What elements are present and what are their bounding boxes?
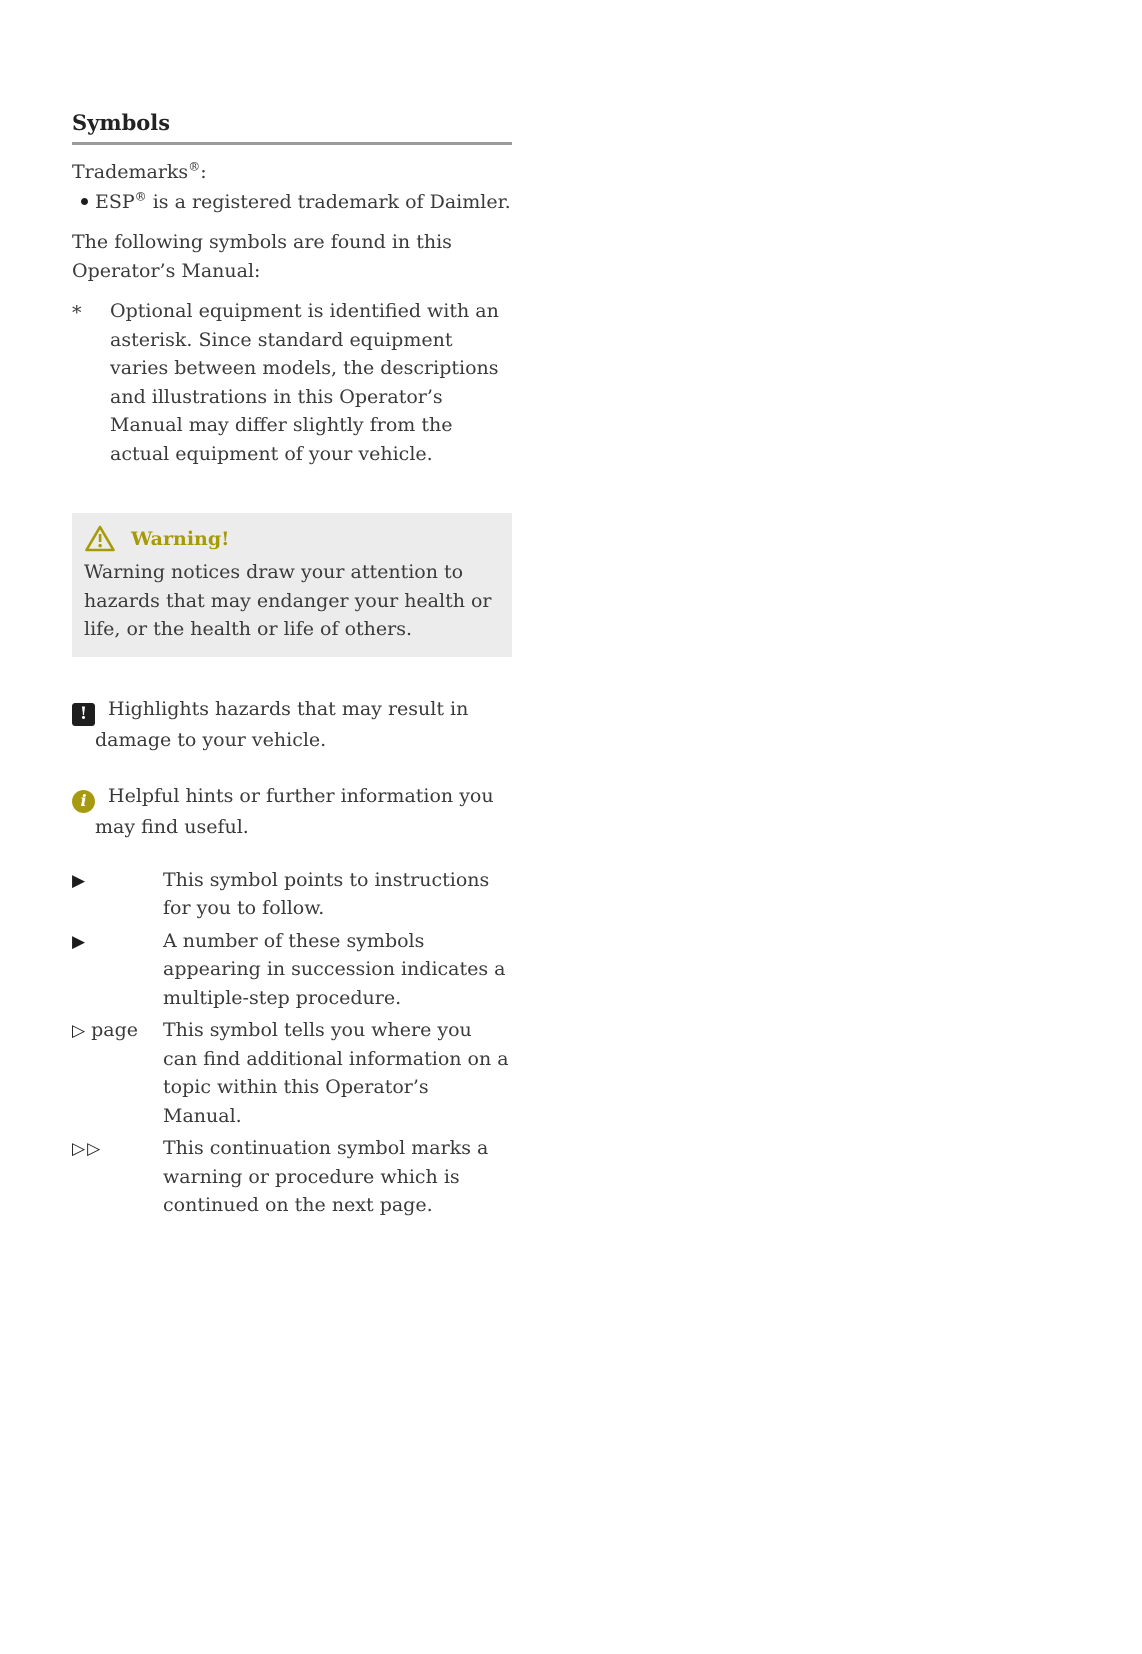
asterisk-marker: * bbox=[72, 302, 82, 324]
filled-arrow-icon: ▶ bbox=[72, 931, 88, 952]
symbol-cell bbox=[72, 927, 163, 1013]
content-column bbox=[72, 0, 512, 1224]
intro-paragraph: The following symbols are found in this Operator’s Manual: bbox=[72, 231, 452, 282]
symbol-text: This continuation symbol marks a warning or procedure which is continued on the next page. bbox=[163, 1137, 489, 1216]
warning-header bbox=[84, 524, 498, 553]
warning-body: Warning notices draw your attention to hazards that may endanger your health or life, or the health or life of others. bbox=[84, 561, 492, 640]
trademark-list-item bbox=[72, 188, 512, 217]
continuation-arrows-icon: ▷▷ bbox=[72, 1139, 103, 1159]
symbol-definition-list bbox=[72, 866, 512, 1220]
page-title: Symbols bbox=[72, 0, 512, 145]
warning-box bbox=[72, 513, 512, 657]
trademark-text: is a registered trademark of Daimler. bbox=[146, 190, 511, 213]
registered-mark: ® bbox=[134, 189, 147, 204]
trademarks-label: Trademarks bbox=[72, 161, 189, 183]
warning-triangle-icon bbox=[84, 524, 116, 553]
outline-arrow-icon: ▷ bbox=[72, 1021, 88, 1041]
symbol-cell bbox=[72, 1134, 163, 1220]
info-note bbox=[72, 782, 512, 842]
symbol-row bbox=[72, 866, 512, 923]
warning-title: Warning! bbox=[131, 527, 230, 550]
symbol-text: A number of these symbols appearing in succession indicates a multiple-step procedure. bbox=[163, 929, 506, 1009]
hazard-note bbox=[72, 695, 512, 755]
trademarks-heading bbox=[72, 158, 512, 187]
info-note-text: Helpful hints or further information you may find useful. bbox=[95, 785, 494, 838]
symbol-cell bbox=[72, 866, 163, 923]
symbol-text: This symbol tells you where you can find additional information on a topic within this Operator’s Manual. bbox=[163, 1019, 509, 1127]
asterisk-note bbox=[72, 297, 512, 468]
symbol-text: This symbol points to instructions for you to follow. bbox=[163, 868, 490, 919]
symbol-row bbox=[72, 1016, 512, 1130]
symbol-page-label: page bbox=[91, 1019, 138, 1041]
hazard-exclamation-icon: ! bbox=[72, 703, 95, 726]
symbol-cell bbox=[72, 1016, 163, 1130]
filled-arrow-icon: ▶ bbox=[72, 870, 88, 891]
info-icon: i bbox=[72, 790, 95, 813]
asterisk-note-text: Optional equipment is identified with an asterisk. Since standard equipment varies between models, the descriptions and illustrations in this Operator’s Manual may differ slightly from the actual equipment of your vehicle. bbox=[110, 300, 499, 465]
trademarks-colon: : bbox=[200, 161, 207, 183]
hazard-note-text: Highlights hazards that may result in damage to your vehicle. bbox=[95, 697, 469, 751]
trademark-name: ESP bbox=[95, 190, 135, 213]
symbol-row bbox=[72, 927, 512, 1013]
registered-mark: ® bbox=[188, 159, 201, 174]
bullet-icon bbox=[81, 198, 88, 205]
symbol-row bbox=[72, 1134, 512, 1220]
